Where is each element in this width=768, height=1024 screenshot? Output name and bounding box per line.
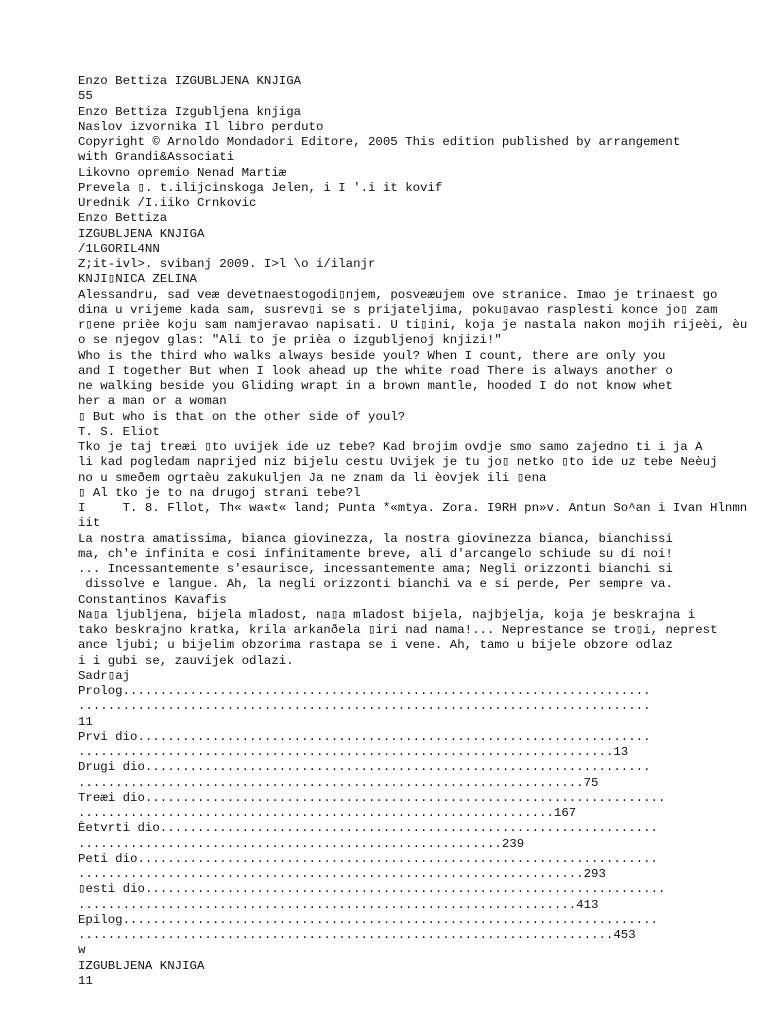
epigraph-translation-line: no u smeðem ogrtaèu zakukuljen Ja ne znam da li èovjek ili ▯ena xyxy=(78,470,547,485)
running-title: IZGUBLJENA KNJIGA xyxy=(78,958,205,973)
toc-leader: ................................................................167 xyxy=(78,806,577,820)
epigraph-translation-line: Na▯a ljubljena, bijela mladost, na▯a mladost bijela, najbjelja, koja je beskrajna i xyxy=(78,607,696,622)
editor-line: Urednik /I.iiko Crnkovic xyxy=(78,196,257,210)
epigraph-eliot-line: her a man or a woman xyxy=(78,394,227,409)
toc-entry: Treæi dio...................................................................... xyxy=(78,790,666,805)
toc-entry: Peti dio...................................................................... xyxy=(78,851,658,866)
author-line: Enzo Bettiza xyxy=(78,211,168,226)
epigraph-kavafis-line: La nostra amatissima, bianca giovinezza, la nostra giovinezza bianca, bianchissi xyxy=(78,531,673,546)
copyright-line: Copyright © Arnoldo Mondadori Editore, 2005 This edition published by arrangement xyxy=(78,135,681,149)
book-title-line: Enzo Bettiza Izgubljena knjiga xyxy=(78,104,302,119)
translator-line: Prevela ▯. t.ilijcinskoga Jelen, i I '.i it kovif xyxy=(78,180,443,195)
epigraph-eliot-line: ▯ But who is that on the other side of youl? xyxy=(78,409,406,424)
toc-entry: Drugi dio.................................................................... xyxy=(78,760,651,775)
publisher-line: /1LGORIL4NN xyxy=(78,241,160,256)
document-page xyxy=(78,74,768,989)
page-number: 11 xyxy=(78,973,93,988)
header-line: Enzo Bettiza IZGUBLJENA KNJIGA xyxy=(78,74,302,88)
dedication-line: Alessandru, sad veæ devetnaestogodi▯njem, posveæujem ove stranice. Imao je trinaest go xyxy=(78,287,718,302)
title-line: IZGUBLJENA KNJIGA xyxy=(78,226,205,241)
toc-entry: Prvi dio..................................................................... xyxy=(78,729,651,744)
toc-entry: ▯esti dio...................................................................... xyxy=(78,882,666,897)
toc-leader: ....................................................................293 xyxy=(78,867,606,881)
epigraph-eliot-line: and I together But when I look ahead up the white road There is always another o xyxy=(78,363,673,378)
copyright-line-cont: with Grandi&Associati xyxy=(78,150,235,165)
epigraph-translation-line: tako beskrajno kratka, krila arkanðela ▯iri nad nama!... Neprestance se tro▯i, neprest xyxy=(78,623,718,637)
epigraph-translation-line: Tko je taj treæi ▯to uvijek ide uz tebe? Kad brojim ovdje smo samo zajedno ti i ja A xyxy=(78,440,703,454)
epigraph-eliot-line: ne walking beside you Gliding wrapt in a brown mantle, hooded I do not know whet xyxy=(78,379,673,393)
footnote-line: iit xyxy=(78,516,101,531)
toc-leader: .........................................................239 xyxy=(78,836,525,851)
epigraph-attribution: T. S. Eliot xyxy=(78,424,160,439)
designer-line: Likovno opremio Nenad Martiæ xyxy=(78,165,287,180)
original-title-line: Naslov izvornika Il libro perduto xyxy=(78,119,324,134)
epigraph-translation-line: ▯ Al tko je to na drugoj strani tebe?l xyxy=(78,485,361,500)
toc-entry: Epilog........................................................................ xyxy=(78,912,658,927)
epigraph-eliot-line: Who is the third who walks always beside youl? When I count, there are only you xyxy=(78,348,666,363)
toc-entry: Prolog....................................................................... xyxy=(78,684,651,698)
epigraph-translation-line: i i gubi se, zauvijek odlazi. xyxy=(78,653,294,668)
epigraph-attribution: Constantinos Kavafis xyxy=(78,592,227,607)
toc-leader: ....................................................................75 xyxy=(78,775,599,790)
epigraph-kavafis-line: ... Incessantemente s'esaurisce, incessantemente ama; Negli orizzonti bianchi si xyxy=(78,562,673,576)
toc-leader: ........................................................................13 xyxy=(78,745,629,759)
epigraph-translation-line: li kad pogledam naprijed niz bijelu cestu Uvijek je tu jo▯ netko ▯to ide uz tebe Neèuj xyxy=(78,455,718,470)
toc-leader: ........................................................................453 xyxy=(78,928,636,942)
footnote-line: I T. 8. Fllot, Th« wa«t« land; Punta *«mtya. Zora. I9RH pn»v. Antun So^an i Ivan Hlnmn xyxy=(78,501,748,515)
dedication-line: dina u vrijeme kada sam, susrev▯i se s prijateljima, poku▯avao rasplesti konce jo▯ zam xyxy=(78,302,718,317)
toc-entry: Èetvrti dio................................................................... xyxy=(78,821,658,836)
epigraph-kavafis-line: ma, ch'e infinita e cosi infinitamente breve, ali d'arcangelo schiude su di noi! xyxy=(78,546,673,561)
toc-leader: ............................................................................. xyxy=(78,699,651,714)
dedication-line: o se njegov glas: "Ali to je prièa o izgubljenoj knjizi!" xyxy=(78,333,502,348)
page-number: 55 xyxy=(78,89,93,104)
stray-mark: w xyxy=(78,943,86,958)
toc-page-number: 11 xyxy=(78,714,93,729)
dedication-line: r▯ene prièe koju sam namjeravao napisati. U ti▯ini, koja je nastala nakon mojih rijeèi, èu xyxy=(78,318,748,332)
epigraph-translation-line: ance ljubi; u bijelim obzorima rastapa se i vene. Ah, tamo u bijele obzore odlaz xyxy=(78,638,673,653)
library-line: KNJI▯NICA ZELINA xyxy=(78,272,197,287)
epigraph-kavafis-line: dissolve e langue. Ah, la negli orizzonti bianchi va e si perde, Per sempre va. xyxy=(78,577,673,592)
imprint-line: Z;it-ivl>. svibanj 2009. I>l \o i/ilanjr xyxy=(78,257,376,271)
toc-leader: ...................................................................413 xyxy=(78,897,599,912)
contents-heading: Sadr▯aj xyxy=(78,668,131,683)
